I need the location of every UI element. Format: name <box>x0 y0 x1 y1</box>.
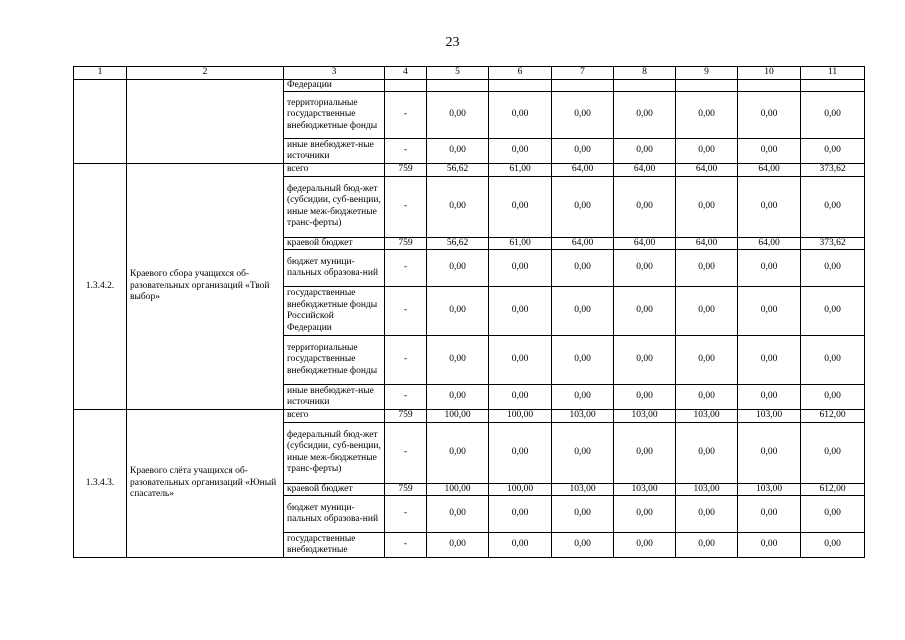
amount-cell: 0,00 <box>614 176 676 237</box>
code-value-cell: 759 <box>385 410 427 423</box>
amount-cell: 0,00 <box>738 92 801 139</box>
amount-cell: 0,00 <box>489 287 552 336</box>
amount-cell: 0,00 <box>552 92 614 139</box>
amount-cell: 0,00 <box>801 176 865 237</box>
column-header: 6 <box>489 67 552 80</box>
amount-cell: 64,00 <box>552 164 614 177</box>
amount-cell: 0,00 <box>552 422 614 483</box>
code-value-cell: - <box>385 250 427 287</box>
column-header: 9 <box>676 67 738 80</box>
amount-cell: 373,62 <box>801 237 865 250</box>
code-value-cell: - <box>385 385 427 410</box>
amount-cell: 0,00 <box>676 139 738 164</box>
amount-cell: 0,00 <box>801 336 865 385</box>
amount-cell: 0,00 <box>738 385 801 410</box>
amount-cell: 64,00 <box>552 237 614 250</box>
code-value-cell: - <box>385 287 427 336</box>
amount-cell: 64,00 <box>676 237 738 250</box>
column-header: 3 <box>284 67 385 80</box>
amount-cell: 100,00 <box>489 410 552 423</box>
amount-cell: 103,00 <box>738 483 801 496</box>
amount-cell: 56,62 <box>427 164 489 177</box>
funding-source-cell: иные внебюджет-ные источники <box>284 385 385 410</box>
amount-cell: 0,00 <box>427 533 489 558</box>
code-value-cell: - <box>385 336 427 385</box>
amount-cell: 0,00 <box>427 139 489 164</box>
amount-cell <box>552 79 614 92</box>
amount-cell: 0,00 <box>552 139 614 164</box>
amount-cell: 103,00 <box>614 410 676 423</box>
amount-cell: 0,00 <box>676 176 738 237</box>
funding-source-cell: территориальные государственные внебюджетные фонды <box>284 336 385 385</box>
funding-source-cell: федеральный бюд-жет (субсидии, суб-венции, иные меж-бюджетные транс-ферты) <box>284 422 385 483</box>
code-value-cell <box>385 79 427 92</box>
funding-source-cell: бюджет муници-пальных образова-ний <box>284 250 385 287</box>
amount-cell: 0,00 <box>427 336 489 385</box>
amount-cell: 0,00 <box>614 139 676 164</box>
amount-cell: 0,00 <box>738 139 801 164</box>
amount-cell <box>801 79 865 92</box>
amount-cell: 0,00 <box>738 176 801 237</box>
code-value-cell: 759 <box>385 164 427 177</box>
code-value-cell: - <box>385 496 427 533</box>
amount-cell: 0,00 <box>801 139 865 164</box>
funding-source-cell: всего <box>284 164 385 177</box>
code-value-cell: - <box>385 139 427 164</box>
amount-cell: 61,00 <box>489 237 552 250</box>
amount-cell: 612,00 <box>801 410 865 423</box>
amount-cell: 56,62 <box>427 237 489 250</box>
amount-cell: 0,00 <box>552 250 614 287</box>
amount-cell: 0,00 <box>614 422 676 483</box>
funding-source-cell: государственные внебюджетные <box>284 533 385 558</box>
amount-cell: 64,00 <box>738 164 801 177</box>
amount-cell: 0,00 <box>614 385 676 410</box>
amount-cell: 0,00 <box>614 250 676 287</box>
budget-table <box>73 66 865 558</box>
amount-cell: 0,00 <box>427 385 489 410</box>
amount-cell <box>738 79 801 92</box>
column-header: 4 <box>385 67 427 80</box>
item-name-cell: Краевого слёта учащихся об-разовательных организаций «Юный спасатель» <box>127 410 284 558</box>
item-name-cell <box>127 79 284 164</box>
funding-source-cell: краевой бюджет <box>284 237 385 250</box>
amount-cell: 0,00 <box>614 92 676 139</box>
table-row <box>74 410 865 423</box>
code-value-cell: 759 <box>385 483 427 496</box>
amount-cell: 0,00 <box>427 496 489 533</box>
funding-source-cell: территориальные государственные внебюджетные фонды <box>284 92 385 139</box>
amount-cell: 612,00 <box>801 483 865 496</box>
amount-cell: 0,00 <box>801 496 865 533</box>
amount-cell <box>676 79 738 92</box>
amount-cell: 0,00 <box>489 496 552 533</box>
code-value-cell: - <box>385 422 427 483</box>
header-row <box>74 67 865 80</box>
amount-cell: 103,00 <box>738 410 801 423</box>
amount-cell: 100,00 <box>489 483 552 496</box>
page-number: 23 <box>445 35 460 50</box>
amount-cell: 64,00 <box>614 164 676 177</box>
amount-cell: 0,00 <box>489 422 552 483</box>
code-value-cell: 759 <box>385 237 427 250</box>
column-header: 8 <box>614 67 676 80</box>
amount-cell: 0,00 <box>676 92 738 139</box>
item-code-cell: 1.3.4.3. <box>74 410 127 558</box>
amount-cell: 0,00 <box>801 422 865 483</box>
amount-cell: 100,00 <box>427 483 489 496</box>
amount-cell <box>489 79 552 92</box>
amount-cell: 0,00 <box>489 385 552 410</box>
table-row <box>74 164 865 177</box>
amount-cell: 0,00 <box>738 533 801 558</box>
funding-source-cell: Федерации <box>284 79 385 92</box>
code-value-cell: - <box>385 92 427 139</box>
item-code-cell <box>74 79 127 164</box>
amount-cell: 0,00 <box>738 422 801 483</box>
amount-cell: 0,00 <box>489 336 552 385</box>
amount-cell: 0,00 <box>676 533 738 558</box>
amount-cell: 103,00 <box>614 483 676 496</box>
amount-cell: 0,00 <box>738 336 801 385</box>
amount-cell: 0,00 <box>489 92 552 139</box>
amount-cell: 103,00 <box>676 410 738 423</box>
amount-cell: 0,00 <box>614 336 676 385</box>
column-header: 1 <box>74 67 127 80</box>
amount-cell: 100,00 <box>427 410 489 423</box>
funding-source-cell: федеральный бюд-жет (субсидии, суб-венции, иные меж-бюджетные транс-ферты) <box>284 176 385 237</box>
amount-cell: 0,00 <box>738 496 801 533</box>
funding-source-cell: государственные внебюджетные фонды Российской Федерации <box>284 287 385 336</box>
amount-cell: 103,00 <box>552 410 614 423</box>
column-header: 11 <box>801 67 865 80</box>
amount-cell: 0,00 <box>738 287 801 336</box>
amount-cell: 64,00 <box>676 164 738 177</box>
amount-cell: 0,00 <box>552 176 614 237</box>
amount-cell: 0,00 <box>427 92 489 139</box>
amount-cell: 0,00 <box>427 250 489 287</box>
amount-cell: 0,00 <box>427 422 489 483</box>
amount-cell: 0,00 <box>427 287 489 336</box>
amount-cell <box>614 79 676 92</box>
amount-cell: 0,00 <box>676 422 738 483</box>
column-header: 5 <box>427 67 489 80</box>
amount-cell: 0,00 <box>552 496 614 533</box>
amount-cell: 0,00 <box>676 385 738 410</box>
code-value-cell: - <box>385 533 427 558</box>
amount-cell: 64,00 <box>738 237 801 250</box>
amount-cell: 0,00 <box>676 496 738 533</box>
amount-cell: 0,00 <box>676 336 738 385</box>
code-value-cell: - <box>385 176 427 237</box>
funding-source-cell: краевой бюджет <box>284 483 385 496</box>
amount-cell: 0,00 <box>552 287 614 336</box>
amount-cell: 103,00 <box>552 483 614 496</box>
column-header: 10 <box>738 67 801 80</box>
amount-cell: 103,00 <box>676 483 738 496</box>
amount-cell: 64,00 <box>614 237 676 250</box>
amount-cell: 0,00 <box>489 176 552 237</box>
amount-cell: 0,00 <box>552 336 614 385</box>
amount-cell: 0,00 <box>489 139 552 164</box>
amount-cell: 0,00 <box>676 287 738 336</box>
column-header: 2 <box>127 67 284 80</box>
amount-cell: 0,00 <box>427 176 489 237</box>
amount-cell: 0,00 <box>489 250 552 287</box>
amount-cell: 0,00 <box>801 385 865 410</box>
amount-cell: 61,00 <box>489 164 552 177</box>
amount-cell: 0,00 <box>801 250 865 287</box>
item-name-cell: Краевого сбора учащихся об-разовательных организаций «Твой выбор» <box>127 164 284 410</box>
amount-cell <box>427 79 489 92</box>
table-row <box>74 79 865 92</box>
amount-cell: 0,00 <box>738 250 801 287</box>
column-header: 7 <box>552 67 614 80</box>
amount-cell: 0,00 <box>614 533 676 558</box>
amount-cell: 0,00 <box>676 250 738 287</box>
amount-cell: 0,00 <box>801 287 865 336</box>
amount-cell: 0,00 <box>614 496 676 533</box>
item-code-cell: 1.3.4.2. <box>74 164 127 410</box>
amount-cell: 0,00 <box>489 533 552 558</box>
funding-source-cell: всего <box>284 410 385 423</box>
funding-source-cell: иные внебюджет-ные источники <box>284 139 385 164</box>
funding-source-cell: бюджет муници-пальных образова-ний <box>284 496 385 533</box>
amount-cell: 373,62 <box>801 164 865 177</box>
amount-cell: 0,00 <box>801 533 865 558</box>
amount-cell: 0,00 <box>552 533 614 558</box>
amount-cell: 0,00 <box>614 287 676 336</box>
amount-cell: 0,00 <box>801 92 865 139</box>
amount-cell: 0,00 <box>552 385 614 410</box>
